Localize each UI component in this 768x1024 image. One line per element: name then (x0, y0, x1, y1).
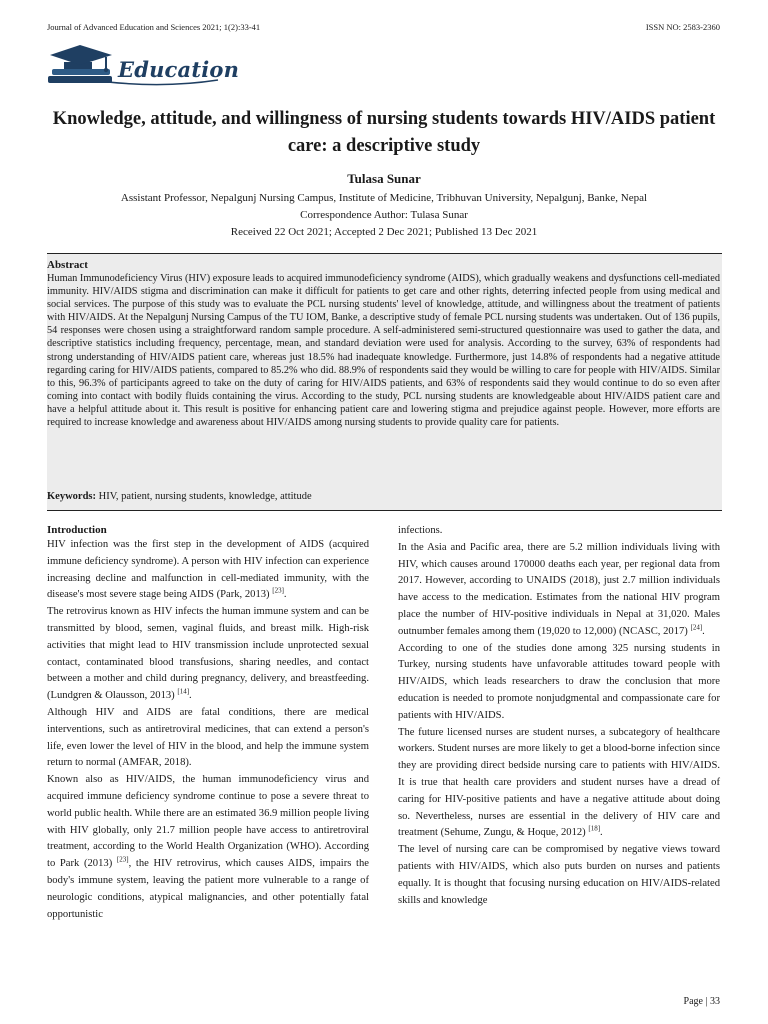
citation-ref: [23] (272, 586, 284, 595)
paragraph: The future licensed nurses are student nurses, a subcategory of healthcare workers. Student nurses are more likely to get a blood-borne infection since they are providing direct bedside nursing care to patients with HIV/AIDS. It is true that health care providers and student nurses have a dread of caring for HIV-positive patients and have a negative attitude about doing so. Nevertheless, nurses are essential in the delivery of HIV care and treatment (Sehume, Zungu, & Hoque, 2012) [18]. (398, 726, 720, 839)
keywords-list: HIV, patient, nursing students, knowledge, attitude (98, 491, 312, 502)
publication-dates: Received 22 Oct 2021; Accepted 2 Dec 2021; Published 13 Dec 2021 (230, 226, 538, 238)
keywords-label: Keywords: (47, 491, 96, 502)
article-meta (40, 190, 728, 241)
keywords-line (47, 491, 312, 502)
logo-wordmark: Education (118, 57, 240, 82)
paragraph: In the Asia and Pacific area, there are 5.2 million individuals living with HIV, which causes around 170000 deaths each year, per regional data from 2017. However, according to UNAIDS (2018), just 2.7 million individuals have access to the medication. Estimates from the national HIV program place the number of HIV-positive individuals in Nepal at 31,020. Males outnumber females among them (19,020 to 12,000) (NCASC, 2017) [24]. (398, 541, 720, 637)
paragraph: infections. (398, 525, 443, 536)
correspondence: Correspondence Author: Tulasa Sunar (300, 209, 468, 221)
paragraph: Known also as HIV/AIDS, the human immunodeficiency virus and acquired immune deficiency syndrome continue to pose a severe threat to world public health. While there are an estimated 36.9 million people living with HIV globally, only 21.7 million people have access to antiretroviral treatment, according to the World Health Organization (WHO). According to Park (2013) [23], the HIV retrovirus, which causes AIDS, impairs the body's immune system, leaving the patient more vulnerable to a range of neurologic conditions, atypical malignancies, and other potentially fatal opportunistic (47, 774, 369, 920)
right-column (398, 523, 720, 909)
citation-ref: [14] (177, 687, 190, 696)
article-title: Knowledge, attitude, and willingness of nursing students towards HIV/AIDS patient care: a descriptive study (52, 109, 716, 156)
paragraph: The retrovirus known as HIV infects the human immune system and can be transmitted by blood, semen, vaginal fluids, and breast milk. High-risk activities that might lead to HIV transmission include unprotected sexual contact, contaminated blood transfusions, sharing needles, and contact between a mother and child during pregnancy, delivery, and breastfeeding. (Lundgren & Olausson, 2013) [14]. (47, 606, 369, 702)
citation-ref: [23] (116, 855, 129, 864)
citation-ref: [18] (588, 824, 601, 833)
paragraph: The level of nursing care can be compromised by negative views toward patients with HIV/AIDS, which also puts burden on nurses and patients equally. It is thought that focusing nursing education on HIV/AIDS-related skills and knowledge (398, 844, 720, 906)
author-name: Tulasa Sunar (347, 171, 421, 186)
citation-ref: [24] (690, 623, 703, 632)
abstract-text: Human Immunodeficiency Virus (HIV) exposure leads to acquired immunodeficiency syndrome (AIDS), which gradually weakens and dysfunctions cell-mediated immunity. HIV/AIDS stigma and discrimination can make it difficult for patients to get care and other rights, deterring infected people from using medical and social services. The purpose of this study was to evaluate the PCL nursing students' level of knowledge, attitude, and willingness about the treatment of patients with HIV/AIDS. At the Nepalgunj Nursing Campus of the TU IOM, Banke, a descriptive study of female PCL nursing students was undertaken. Out of 136 pupils, 54 responses were chosen using a straightforward random sample procedure. A self-administered semi-structured questionnaire was used to gather the data, and descriptive statistics including frequency, percentage, mean, and standard deviation were used for analysis. According to the survey, 63% of respondents had strong understanding of HIV/AIDS patient care, whereas just 18.5% had inadequate knowledge. Furthermore, just 14.8% of respondents had a negative attitude regarding caring for HIV/AIDS patients, compared to 85.2% who did. 88.9% of respondents said they would be willing to care for people with HIV/AIDS. Similar to this, 96.3% of participants agreed to take on the duty of caring for HIV/AIDS patients, and 63% of respondents said they would continue to do so even after coming into contact with bodily fluids containing the virus. According to the study, PCL nursing students are knowledgeable about HIV/AIDS patient care and have a helpful attitude about it. This result is positive for enhancing patient care and lowering stigma and prejudice against people. However, more efforts are required to increase knowledge and awareness about HIV/AIDS among nursing students to provide quality care for patients. (47, 273, 720, 429)
section-heading-introduction: Introduction (47, 524, 107, 536)
paragraph: According to one of the studies done among 325 nursing students in Turkey, nursing students have unfavorable attitudes toward people with HIV/AIDS, which leads researchers to draw the conclusion that more education is needed to promote nonjudgmental and compassionate care for patients with HIV/AIDS. (398, 642, 720, 721)
left-column (47, 523, 369, 923)
paragraph: HIV infection was the first step in the development of AIDS (acquired immune deficiency syndrome). A person with HIV infection can experience increasing decline and malfunction in cell-mediated immunity, with the disease's most severe stage being AIDS (Park, 2013) [23]. (47, 539, 369, 601)
abstract-heading: Abstract (47, 259, 88, 271)
journal-citation: Journal of Advanced Education and Sciences 2021; 1(2):33-41 (47, 22, 261, 32)
page-number: Page | 33 (683, 996, 720, 1007)
abstract-box (47, 253, 722, 511)
paragraph: Although HIV and AIDS are fatal conditions, there are medical interventions, such as antiretroviral medicines, that can extend a person's life, even lower the level of HIV in the blood, and help the immune system return to normal (AMFAR, 2018). (47, 706, 369, 769)
issn: ISSN NO: 2583-2360 (645, 22, 720, 32)
running-header (47, 22, 720, 34)
affiliation: Assistant Professor, Nepalgunj Nursing Campus, Institute of Medicine, Tribhuvan University, Nepalgunj, Banke, Nepal (120, 192, 648, 204)
